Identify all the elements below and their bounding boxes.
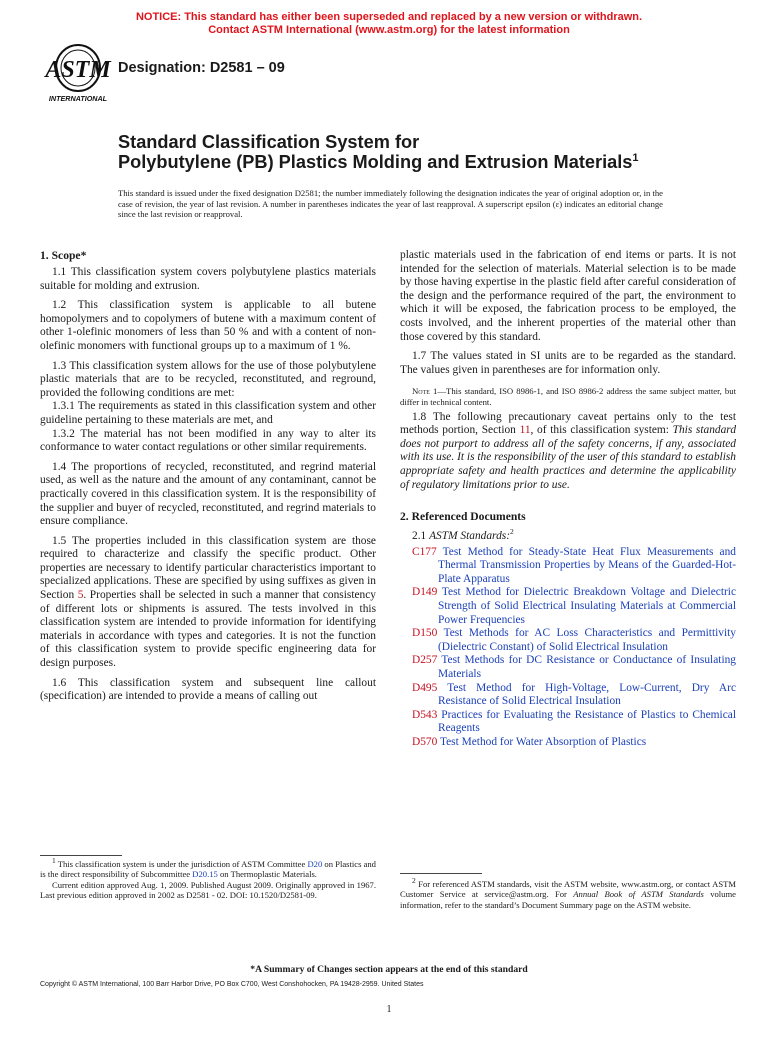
right-column xyxy=(400,249,736,750)
logo-caption: INTERNATIONAL xyxy=(48,94,108,103)
paragraph-1-3-1: 1.3.1 The requirements as stated in this classification system and other guideline pertaining to these materials are met, and xyxy=(40,400,376,426)
logo-letters: ASTM xyxy=(45,57,111,83)
reference-item[interactable]: D570 Test Method for Water Absorption of Plastics xyxy=(412,736,647,748)
paragraph-1-7: 1.7 The values stated in SI units are to be regarded as the standard. The values given in parentheses are for information only. xyxy=(400,350,736,376)
reference-item[interactable]: D257 Test Methods for DC Resistance or Conductance of Insulating Materials xyxy=(412,654,736,681)
summary-of-changes-note: *A Summary of Changes section appears at the end of this standard xyxy=(250,964,528,975)
paragraph-1-4: 1.4 The proportions of recycled, reconstituted, and regrind material used, as well as the nature and the amount of any contaminant, cannot be practically covered in this classification system. It is the responsibility of the supplier and buyer of recycled, reconstituted, and regrind materials to ensure compliance. xyxy=(40,460,376,528)
committee-d20-link[interactable]: D20 xyxy=(307,859,323,869)
paragraph-1-3: 1.3 This classification system allows for the use of those polybutylene plastic materials that are to be recycled, reconstituted, and reground, provided the following conditions are met: xyxy=(40,359,376,399)
designation: Designation: D2581 – 09 xyxy=(118,60,285,76)
note-label: Note 1 xyxy=(412,386,438,397)
footnote-1-edition: Current edition approved Aug. 1, 2009. Published August 2009. Originally approved in 1967. Last previous edition approved in 2002 as D2581 - 02. DOI: 10.1520/D2581-09. xyxy=(40,879,376,900)
reference-item[interactable]: D149 Test Method for Dielectric Breakdown Voltage and Dielectric Strength of Solid Electrical Insulating Materials at Commercial Power Frequencies xyxy=(412,586,736,626)
astm-logo xyxy=(44,42,112,104)
paragraph-1-6: 1.6 This classification system and subsequent line callout (specification) are intended to provide a means of calling out xyxy=(40,676,376,703)
note-1: Note 1—This standard, ISO 8986-1, and ISO 8986-2 address the same subject matter, but differ in technical content. xyxy=(400,386,736,407)
astm-standards-subheading: 2.1 ASTM Standards:$^2$ xyxy=(412,527,514,543)
footnote-1: $^1$ This classification system is under the jurisdiction of ASTM Committee D20 on Plastics and is the direct responsibility of Subcommittee D20.15 on Thermoplastic Materials. Current edition approved Aug. 1, 2009. Published August 2009. Originally approved in 1967. Last previous edition approved in 2002 as D2581 - 02. DOI: 10.1520/D2581-09. xyxy=(40,856,376,900)
paragraph-1-3-2: 1.3.2 The material has not been modified in any way to alter its conformance to water contact regulations or other similar requirements. xyxy=(40,427,376,454)
astm-logo-icon xyxy=(44,42,112,104)
paragraph-1-2: 1.2 This classification system is applicable to all butene homopolymers and to copolymers of butene with a maximum content of other 1-olefinic monomers of less than 50 % and with a content of non-olefinic monomers with functional groups up to a maximum of 1 %. xyxy=(40,299,376,352)
issued-note: This standard is issued under the fixed designation D2581; the number immediately following the designation indicates the year of original adoption or, in the case of revision, the year of last revision. A number in parentheses indicates the year of last reapproval. A superscript epsilon (ε) indicates an editorial change since the last revision or reapproval. xyxy=(118,188,663,220)
section-5-link[interactable]: 5 xyxy=(77,589,84,602)
title-line-2: Polybutylene (PB) Plastics Molding and Extrusion Materials$^1$ xyxy=(118,152,639,172)
reference-item[interactable]: D495 Test Method for High-Voltage, Low-Current, Dry Arc Resistance of Solid Electrical Insulation xyxy=(412,681,736,708)
paragraph-1-5: 1.5 The properties included in this classification system are those required to characterize and classify the specific product. Other properties are necessary to identify particular characteristics important to specialized applications. These are specified by using suffixes as given in Section 5. Properties shall be selected in such a manner that consistency of different lots or shipments is assured. The tests involved in this classification system are intended to provide information for identifying materials in accordance with types and categories. It is not the function of this classification system to provide specific engineering data for design purposes. xyxy=(40,534,376,670)
copyright-line: Copyright © ASTM International, 100 Barr Harbor Drive, PO Box C700, West Conshohocken, PA 19428-2959. United States xyxy=(40,981,424,988)
paragraph-1-8: 1.8 The following precautionary caveat pertains only to the test methods portion, Section 11, of this classification system: This standard does not purport to address all of the safety concerns, if any, associated with its use. It is the responsibility of the user of this standard to establish appropriate safety and health practices and determine the applicability of regulatory limitations prior to use. xyxy=(400,410,737,491)
subcommittee-d20-15-link[interactable]: D20.15 xyxy=(192,869,218,880)
reference-item[interactable]: D150 Test Methods for AC Loss Characteristics and Permittivity (Dielectric Constant) of Solid Electrical Insulation xyxy=(412,627,736,653)
reference-item[interactable]: D543 Practices for Evaluating the Resistance of Plastics to Chemical Reagents xyxy=(412,708,736,735)
page-number: 1 xyxy=(386,1004,392,1015)
section-11-link[interactable]: 11 xyxy=(519,424,531,437)
paragraph-1-6-continued: plastic materials used in the fabrication of end items or parts. It is not intended for the selection of materials. Material selection is to be made by those having expertise in the plastic field after careful consideration of the design and the performance required of the part, the environment to which it will be exposed, the fabrication process to be employed, the costs involved, and the inherent properties of the material other than those covered by this standard. xyxy=(400,249,736,343)
reference-item[interactable]: C177 Test Method for Steady-State Heat Flux Measurements and Thermal Transmission Properties by Means of the Guarded-Hot-Plate Apparatus xyxy=(412,545,736,585)
document-title xyxy=(118,132,718,172)
section-heading-referenced-documents: 2. Referenced Documents xyxy=(400,510,526,524)
referenced-standards-list xyxy=(400,546,736,750)
title-footnote-mark: 1 xyxy=(632,152,639,164)
section-heading-scope: 1. Scope* xyxy=(40,249,87,262)
notice-line-1: NOTICE: This standard has either been superseded and replaced by a new version or withdrawn. xyxy=(135,11,643,23)
paragraph-1-1: 1.1 This classification system covers polybutylene plastics materials suitable for molding and extrusion. xyxy=(40,266,376,292)
notice-line-2: Contact ASTM International (www.astm.org) for the latest information xyxy=(208,23,570,36)
footnote-2: $^2$ For referenced ASTM standards, visit the ASTM website, www.astm.org, or contact ASTM Customer Service at service@astm.org. For Annual Book of ASTM Standards volume information, refer to the standard’s Document Summary page on the ASTM website. xyxy=(400,876,736,910)
left-column xyxy=(40,249,376,704)
footnote-divider-right xyxy=(400,873,482,874)
withdrawal-notice xyxy=(0,11,778,36)
title-line-1: Standard Classification System for xyxy=(118,132,420,152)
